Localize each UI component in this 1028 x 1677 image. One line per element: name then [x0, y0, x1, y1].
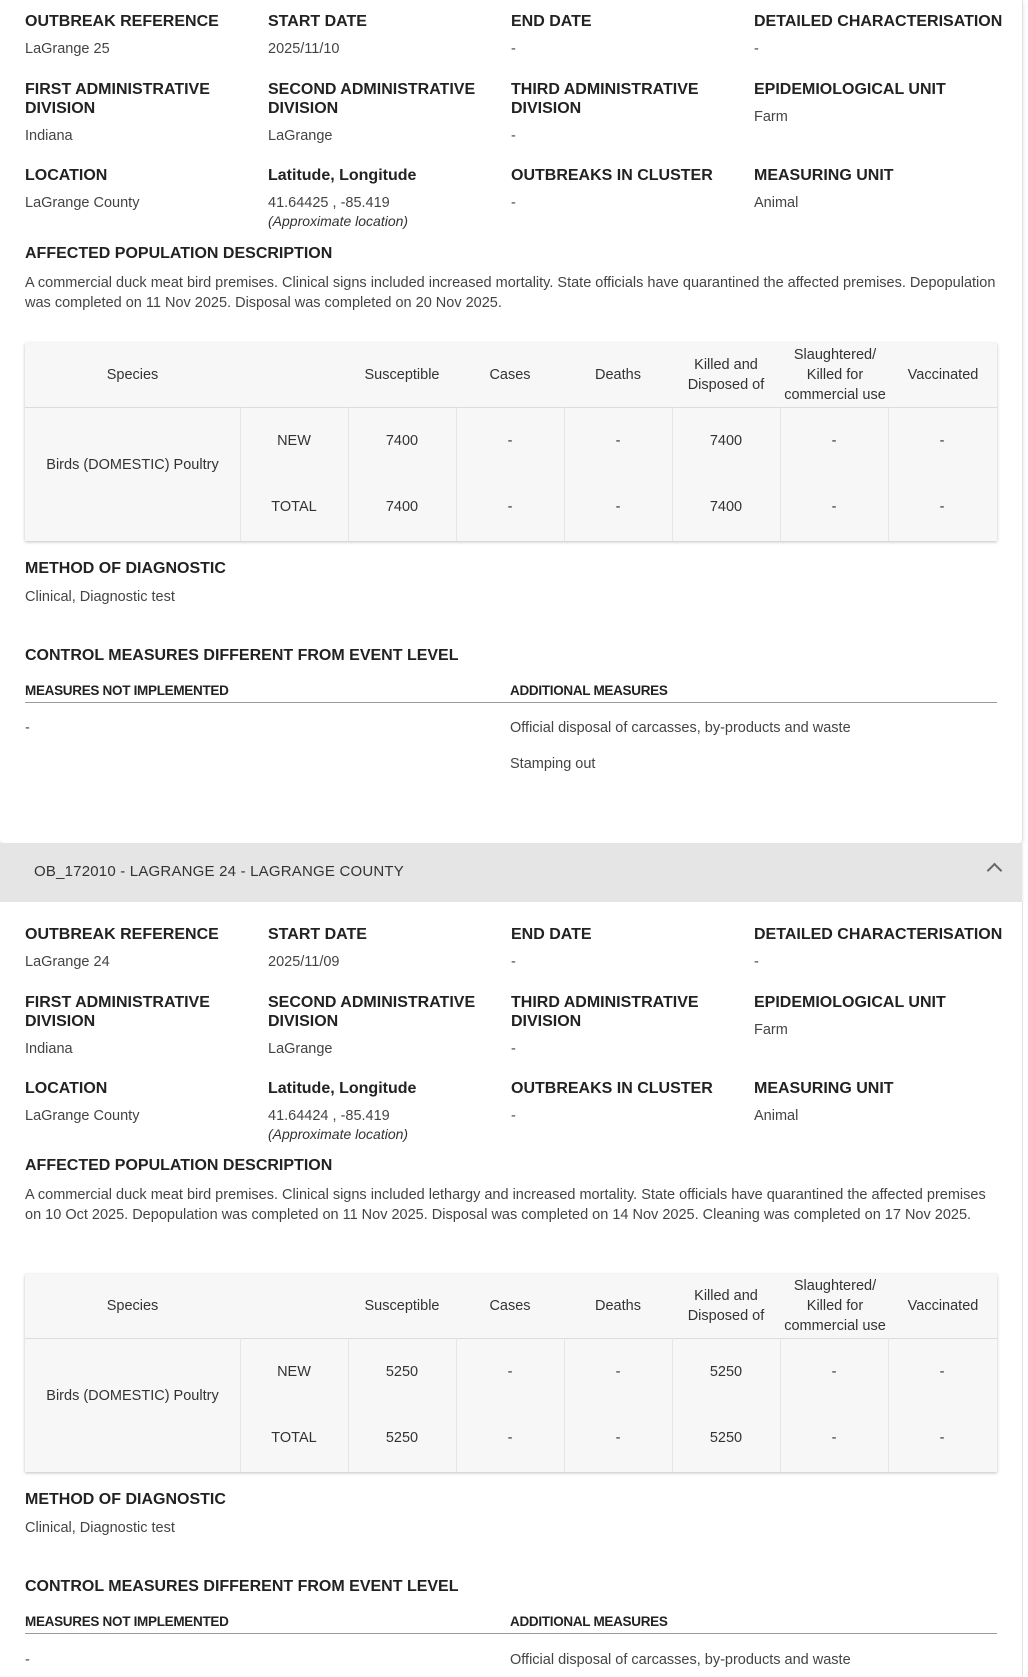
row-label: TOTAL — [271, 499, 317, 515]
column-header: ADDITIONAL MEASURES — [510, 683, 668, 698]
table-cell: - — [939, 499, 945, 515]
table-cell: 5250 — [709, 1364, 743, 1380]
table-cell: - — [831, 1364, 837, 1380]
outbreak-card-2 — [0, 902, 1023, 1677]
affected-population-description: A commercial duck meat bird premises. Clinical signs included lethargy and increased mortality. State officials have quarantined the affected premises on 10 Oct 2025. Depopulation was completed on 11 Nov 2025. Disposal was completed on 14 Nov 2025. Cleaning was completed on 17 Nov 2025. — [25, 1187, 986, 1223]
col-header: Deaths — [595, 1298, 641, 1314]
col-header: Susceptible — [364, 367, 440, 383]
field-label: DETAILED CHARACTERISATION — [754, 926, 1003, 943]
table-cell: - — [615, 1430, 621, 1446]
col-header: Slaughtered/ Killed for commercial use — [784, 1278, 886, 1334]
section-title: CONTROL MEASURES DIFFERENT FROM EVENT LEVEL — [25, 647, 459, 664]
col-header: Cases — [489, 1298, 531, 1314]
table-cell: 7400 — [709, 433, 743, 449]
table-cell: - — [939, 1430, 945, 1446]
divider — [240, 1338, 241, 1472]
field-label: EPIDEMIOLOGICAL UNIT — [754, 81, 946, 98]
table-cell: 5250 — [385, 1364, 419, 1380]
table-cell: - — [831, 499, 837, 515]
approximate-location-note: (Approximate location) — [268, 1126, 409, 1142]
table-header — [25, 343, 997, 408]
divider — [456, 1338, 457, 1472]
field-label: LOCATION — [25, 1080, 108, 1097]
row-label: NEW — [277, 1364, 311, 1380]
lat-lon: 41.64425 , -85.419 — [268, 195, 390, 211]
field-label: END DATE — [511, 926, 592, 943]
table-cell: 5250 — [385, 1430, 419, 1446]
col-header: Cases — [489, 367, 531, 383]
species-name: Birds (DOMESTIC) Poultry — [46, 457, 219, 473]
epidemiological-unit: Farm — [754, 1022, 788, 1038]
table-cell: - — [507, 1430, 513, 1446]
col-header: Species — [106, 1298, 159, 1314]
divider — [240, 407, 241, 541]
divider — [672, 407, 673, 541]
field-label: THIRD ADMINISTRATIVE DIVISION — [511, 994, 699, 1030]
table-cell: 7400 — [709, 499, 743, 515]
field-label: Latitude, Longitude — [268, 1080, 417, 1097]
section-title: METHOD OF DIAGNOSTIC — [25, 560, 226, 577]
approximate-location-note: (Approximate location) — [268, 213, 409, 229]
end-date: - — [511, 41, 516, 57]
table-cell: - — [831, 433, 837, 449]
field-label: SECOND ADMINISTRATIVE DIVISION — [268, 81, 476, 117]
col-header: Vaccinated — [907, 367, 979, 383]
section-title: AFFECTED POPULATION DESCRIPTION — [25, 1157, 333, 1174]
col-header: Killed and Disposed of — [687, 357, 765, 393]
field-label: SECOND ADMINISTRATIVE DIVISION — [268, 994, 476, 1030]
species-table — [25, 1274, 997, 1472]
table-cell: 5250 — [709, 1430, 743, 1446]
location: LaGrange County — [25, 1108, 140, 1124]
field-label: OUTBREAKS IN CLUSTER — [511, 1080, 713, 1097]
divider — [456, 407, 457, 541]
field-label: MEASURING UNIT — [754, 1080, 894, 1097]
field-label: FIRST ADMINISTRATIVE DIVISION — [25, 994, 210, 1030]
table-header — [25, 1274, 997, 1339]
location: LaGrange County — [25, 195, 140, 211]
third-admin-division: - — [511, 128, 516, 144]
outbreak-reference: LaGrange 24 — [25, 954, 110, 970]
divider — [780, 1338, 781, 1472]
divider — [564, 1338, 565, 1472]
column-header: ADDITIONAL MEASURES — [510, 1614, 668, 1629]
section-title: METHOD OF DIAGNOSTIC — [25, 1491, 226, 1508]
divider — [780, 407, 781, 541]
chevron-up-icon[interactable] — [987, 863, 1003, 879]
additional-measure: Official disposal of carcasses, by-products and waste — [510, 1652, 851, 1668]
field-label: MEASURING UNIT — [754, 167, 894, 184]
col-header: Deaths — [595, 367, 641, 383]
divider — [564, 407, 565, 541]
field-label: START DATE — [268, 926, 367, 943]
outbreaks-in-cluster: - — [511, 195, 516, 211]
divider — [888, 407, 889, 541]
additional-measure: Stamping out — [510, 756, 596, 772]
section-title: AFFECTED POPULATION DESCRIPTION — [25, 245, 333, 262]
end-date: - — [511, 954, 516, 970]
row-label: TOTAL — [271, 1430, 317, 1446]
affected-population-description: A commercial duck meat bird premises. Clinical signs included increased mortality. State officials have quarantined the affected premises. Depopulation was completed on 11 Nov 2025. Disposal was completed on 20 Nov 2025. — [25, 275, 996, 311]
measure-not-implemented: - — [25, 1652, 30, 1668]
additional-measure: Official disposal of carcasses, by-products and waste — [510, 720, 851, 736]
table-cell: - — [507, 499, 513, 515]
measuring-unit: Animal — [754, 1108, 799, 1124]
table-cell: - — [831, 1430, 837, 1446]
table-cell: - — [939, 433, 945, 449]
section-title: CONTROL MEASURES DIFFERENT FROM EVENT LEVEL — [25, 1578, 459, 1595]
detailed-characterisation: - — [754, 41, 759, 57]
outbreak-title: OB_172010 - LAGRANGE 24 - LAGRANGE COUNTY — [34, 863, 404, 880]
field-label: END DATE — [511, 13, 592, 30]
row-label: NEW — [277, 433, 311, 449]
table-cell: - — [615, 1364, 621, 1380]
col-header: Vaccinated — [907, 1298, 979, 1314]
column-header: MEASURES NOT IMPLEMENTED — [25, 1614, 229, 1629]
epidemiological-unit: Farm — [754, 109, 788, 125]
table-cell: - — [615, 433, 621, 449]
field-label: FIRST ADMINISTRATIVE DIVISION — [25, 81, 210, 117]
outbreak-reference: LaGrange 25 — [25, 41, 110, 57]
field-label: OUTBREAK REFERENCE — [25, 13, 219, 30]
start-date: 2025/11/09 — [268, 954, 340, 970]
measure-not-implemented: - — [25, 720, 30, 736]
table-cell: - — [615, 499, 621, 515]
col-header: Killed and Disposed of — [687, 1288, 765, 1324]
table-cell: 7400 — [385, 433, 419, 449]
table-cell: - — [939, 1364, 945, 1380]
divider — [672, 1338, 673, 1472]
field-label: Latitude, Longitude — [268, 167, 417, 184]
divider — [25, 1633, 997, 1634]
table-cell: - — [507, 1364, 513, 1380]
field-label: OUTBREAK REFERENCE — [25, 926, 219, 943]
divider — [888, 1338, 889, 1472]
first-admin-division: Indiana — [25, 1041, 73, 1057]
field-label: DETAILED CHARACTERISATION — [754, 13, 1003, 30]
col-header: Susceptible — [364, 1298, 440, 1314]
col-header: Species — [106, 367, 159, 383]
method-of-diagnostic: Clinical, Diagnostic test — [25, 1520, 175, 1536]
species-name: Birds (DOMESTIC) Poultry — [46, 1388, 219, 1404]
field-label: EPIDEMIOLOGICAL UNIT — [754, 994, 946, 1011]
outbreak-accordion-header[interactable] — [0, 843, 1022, 902]
detailed-characterisation: - — [754, 954, 759, 970]
measuring-unit: Animal — [754, 195, 799, 211]
divider — [348, 407, 349, 541]
third-admin-division: - — [511, 1041, 516, 1057]
second-admin-division: LaGrange — [268, 1041, 333, 1057]
col-header: Slaughtered/ Killed for commercial use — [784, 347, 886, 403]
field-label: START DATE — [268, 13, 367, 30]
species-table — [25, 343, 997, 541]
table-cell: - — [507, 433, 513, 449]
field-label: LOCATION — [25, 167, 108, 184]
second-admin-division: LaGrange — [268, 128, 333, 144]
method-of-diagnostic: Clinical, Diagnostic test — [25, 589, 175, 605]
outbreaks-in-cluster: - — [511, 1108, 516, 1124]
table-cell: 7400 — [385, 499, 419, 515]
first-admin-division: Indiana — [25, 128, 73, 144]
column-header: MEASURES NOT IMPLEMENTED — [25, 683, 229, 698]
divider — [25, 702, 997, 703]
lat-lon: 41.64424 , -85.419 — [268, 1108, 390, 1124]
start-date: 2025/11/10 — [268, 41, 340, 57]
field-label: OUTBREAKS IN CLUSTER — [511, 167, 713, 184]
field-label: THIRD ADMINISTRATIVE DIVISION — [511, 81, 699, 117]
divider — [348, 1338, 349, 1472]
